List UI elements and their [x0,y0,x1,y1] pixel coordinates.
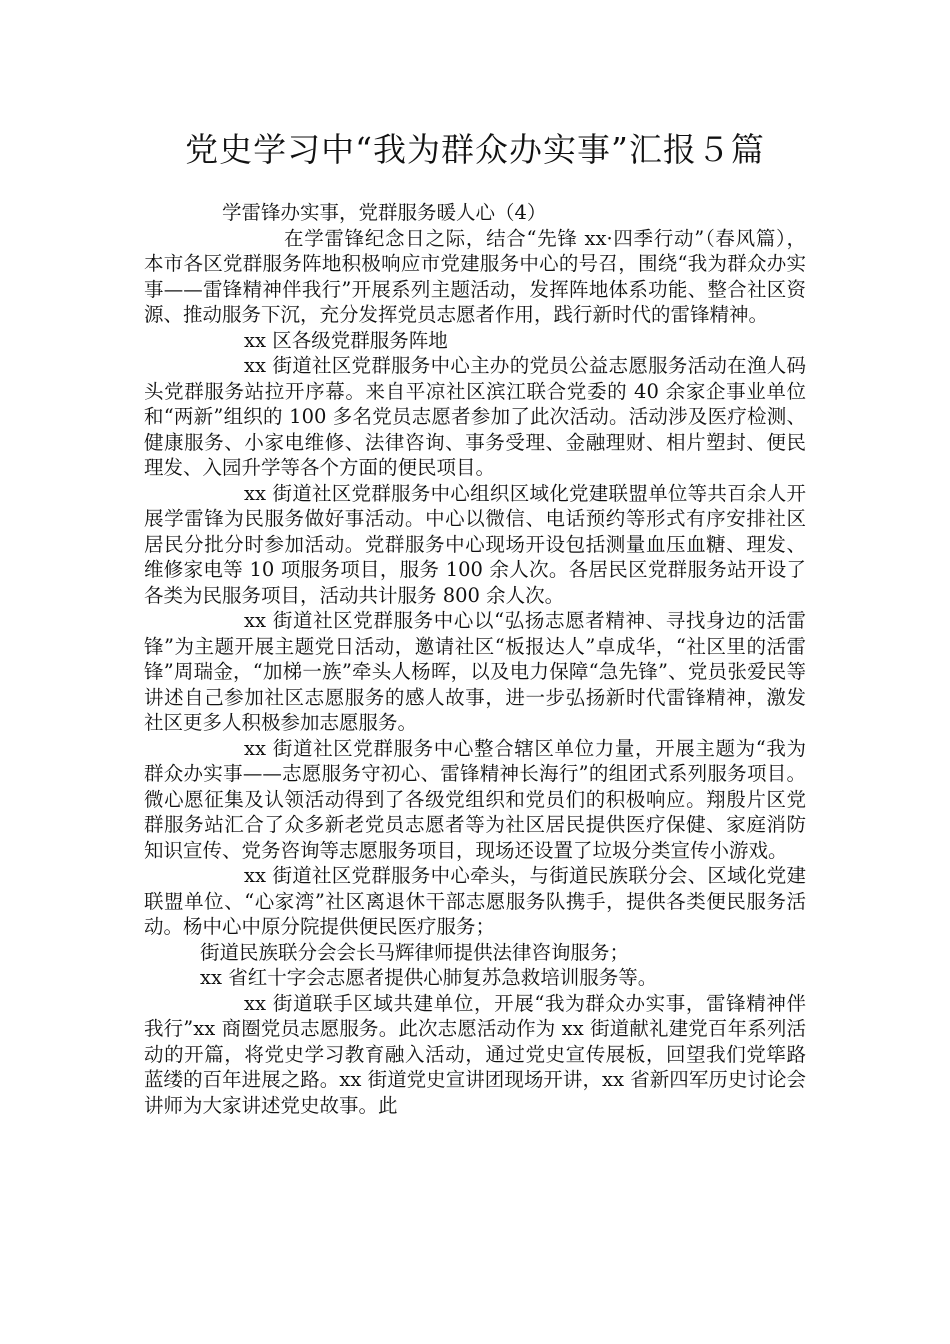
paragraph: xx 街道联手区域共建单位，开展“我为群众办实事，雷锋精神伴我行”xx 商圈党员志愿服务。此次志愿活动作为 xx 街道献礼建党百年系列活动的开篇，将党史学习教育融入活动，通过党史宣传展板，回望我们党筚路蓝缕的百年进展之路。xx 街道党史宣讲团现场开讲，xx 省新四军历史讨论会讲师为大家讲述党史故事。此 [144,991,806,1117]
document-title: 党史学习中“我为群众办实事”汇报５篇 [185,130,765,169]
section-heading: xx 区各级党群服务阵地 [244,328,448,352]
document-body [144,200,806,1118]
paragraph: xx 街道社区党群服务中心组织区域化党建联盟单位等共百余人开展学雷锋为民服务做好事活动。中心以微信、电话预约等形式有序安排社区居民分批分时参加活动。党群服务中心现场开设包括测量血压血糖、理发、维修家电等 10 项服务项目，服务 100 余人次。各居民区党群服务站开设了各类为民服务项目，活动共计服务 800 余人次。 [144,481,806,607]
section-subtitle: 学雷锋办实事，党群服务暖人心（4） [222,201,547,224]
paragraph-intro: 在学雷锋纪念日之际，结合“先锋 xx·四季行动”（春风篇），本市各区党群服务阵地积极响应市党建服务中心的号召，围绕“我为群众办实事——雷锋精神伴我行”开展系列主题活动，发挥阵地体系功能、整合社区资源、推动服务下沉，充分发挥党员志愿者作用，践行新时代的雷锋精神。 [144,226,806,326]
paragraph: xx 省红十字会志愿者提供心肺复苏急救培训服务等。 [200,966,658,989]
paragraph: xx 街道社区党群服务中心以“弘扬志愿者精神、寻找身边的活雷锋”为主题开展主题党日活动，邀请社区“板报达人”卓成华，“社区里的活雷锋”周瑞金，“加梯一族”牵头人杨晖，以及电力保障“急先锋”、党员张爱民等讲述自己参加社区志愿服务的感人故事，进一步弘扬新时代雷锋精神，激发社区更多人积极参加志愿服务。 [144,609,806,734]
paragraph: 街道民族联分会会长马辉律师提供法律咨询服务； [200,940,630,964]
paragraph: xx 街道社区党群服务中心整合辖区单位力量，开展主题为“我为群众办实事——志愿服务守初心、雷锋精神长海行”的组团式系列服务项目。微心愿征集及认领活动得到了各级党组织和党员们的积极响应。翔殷片区党群服务站汇合了众多新老党员志愿者等为社区居民提供医疗保健、家庭消防知识宣传、党务咨询等志愿服务项目，现场还设置了垃圾分类宣传小游戏。 [144,736,806,862]
paragraph: xx 街道社区党群服务中心牵头，与街道民族联分会、区域化党建联盟单位、“心家湾”社区离退休干部志愿服务队携手，提供各类便民服务活动。杨中心中原分院提供便民医疗服务； [144,864,806,938]
paragraph: xx 街道社区党群服务中心主办的党员公益志愿服务活动在渔人码头党群服务站拉开序幕。来自平凉社区滨江联合党委的 40 余家企事业单位和“两新”组织的 100 多名党员志愿者参加了此次活动。活动涉及医疗检测、健康服务、小家电维修、法律咨询、事务受理、金融理财、相片塑封、便民理发、入园升学等各个方面的便民项目。 [144,354,806,479]
